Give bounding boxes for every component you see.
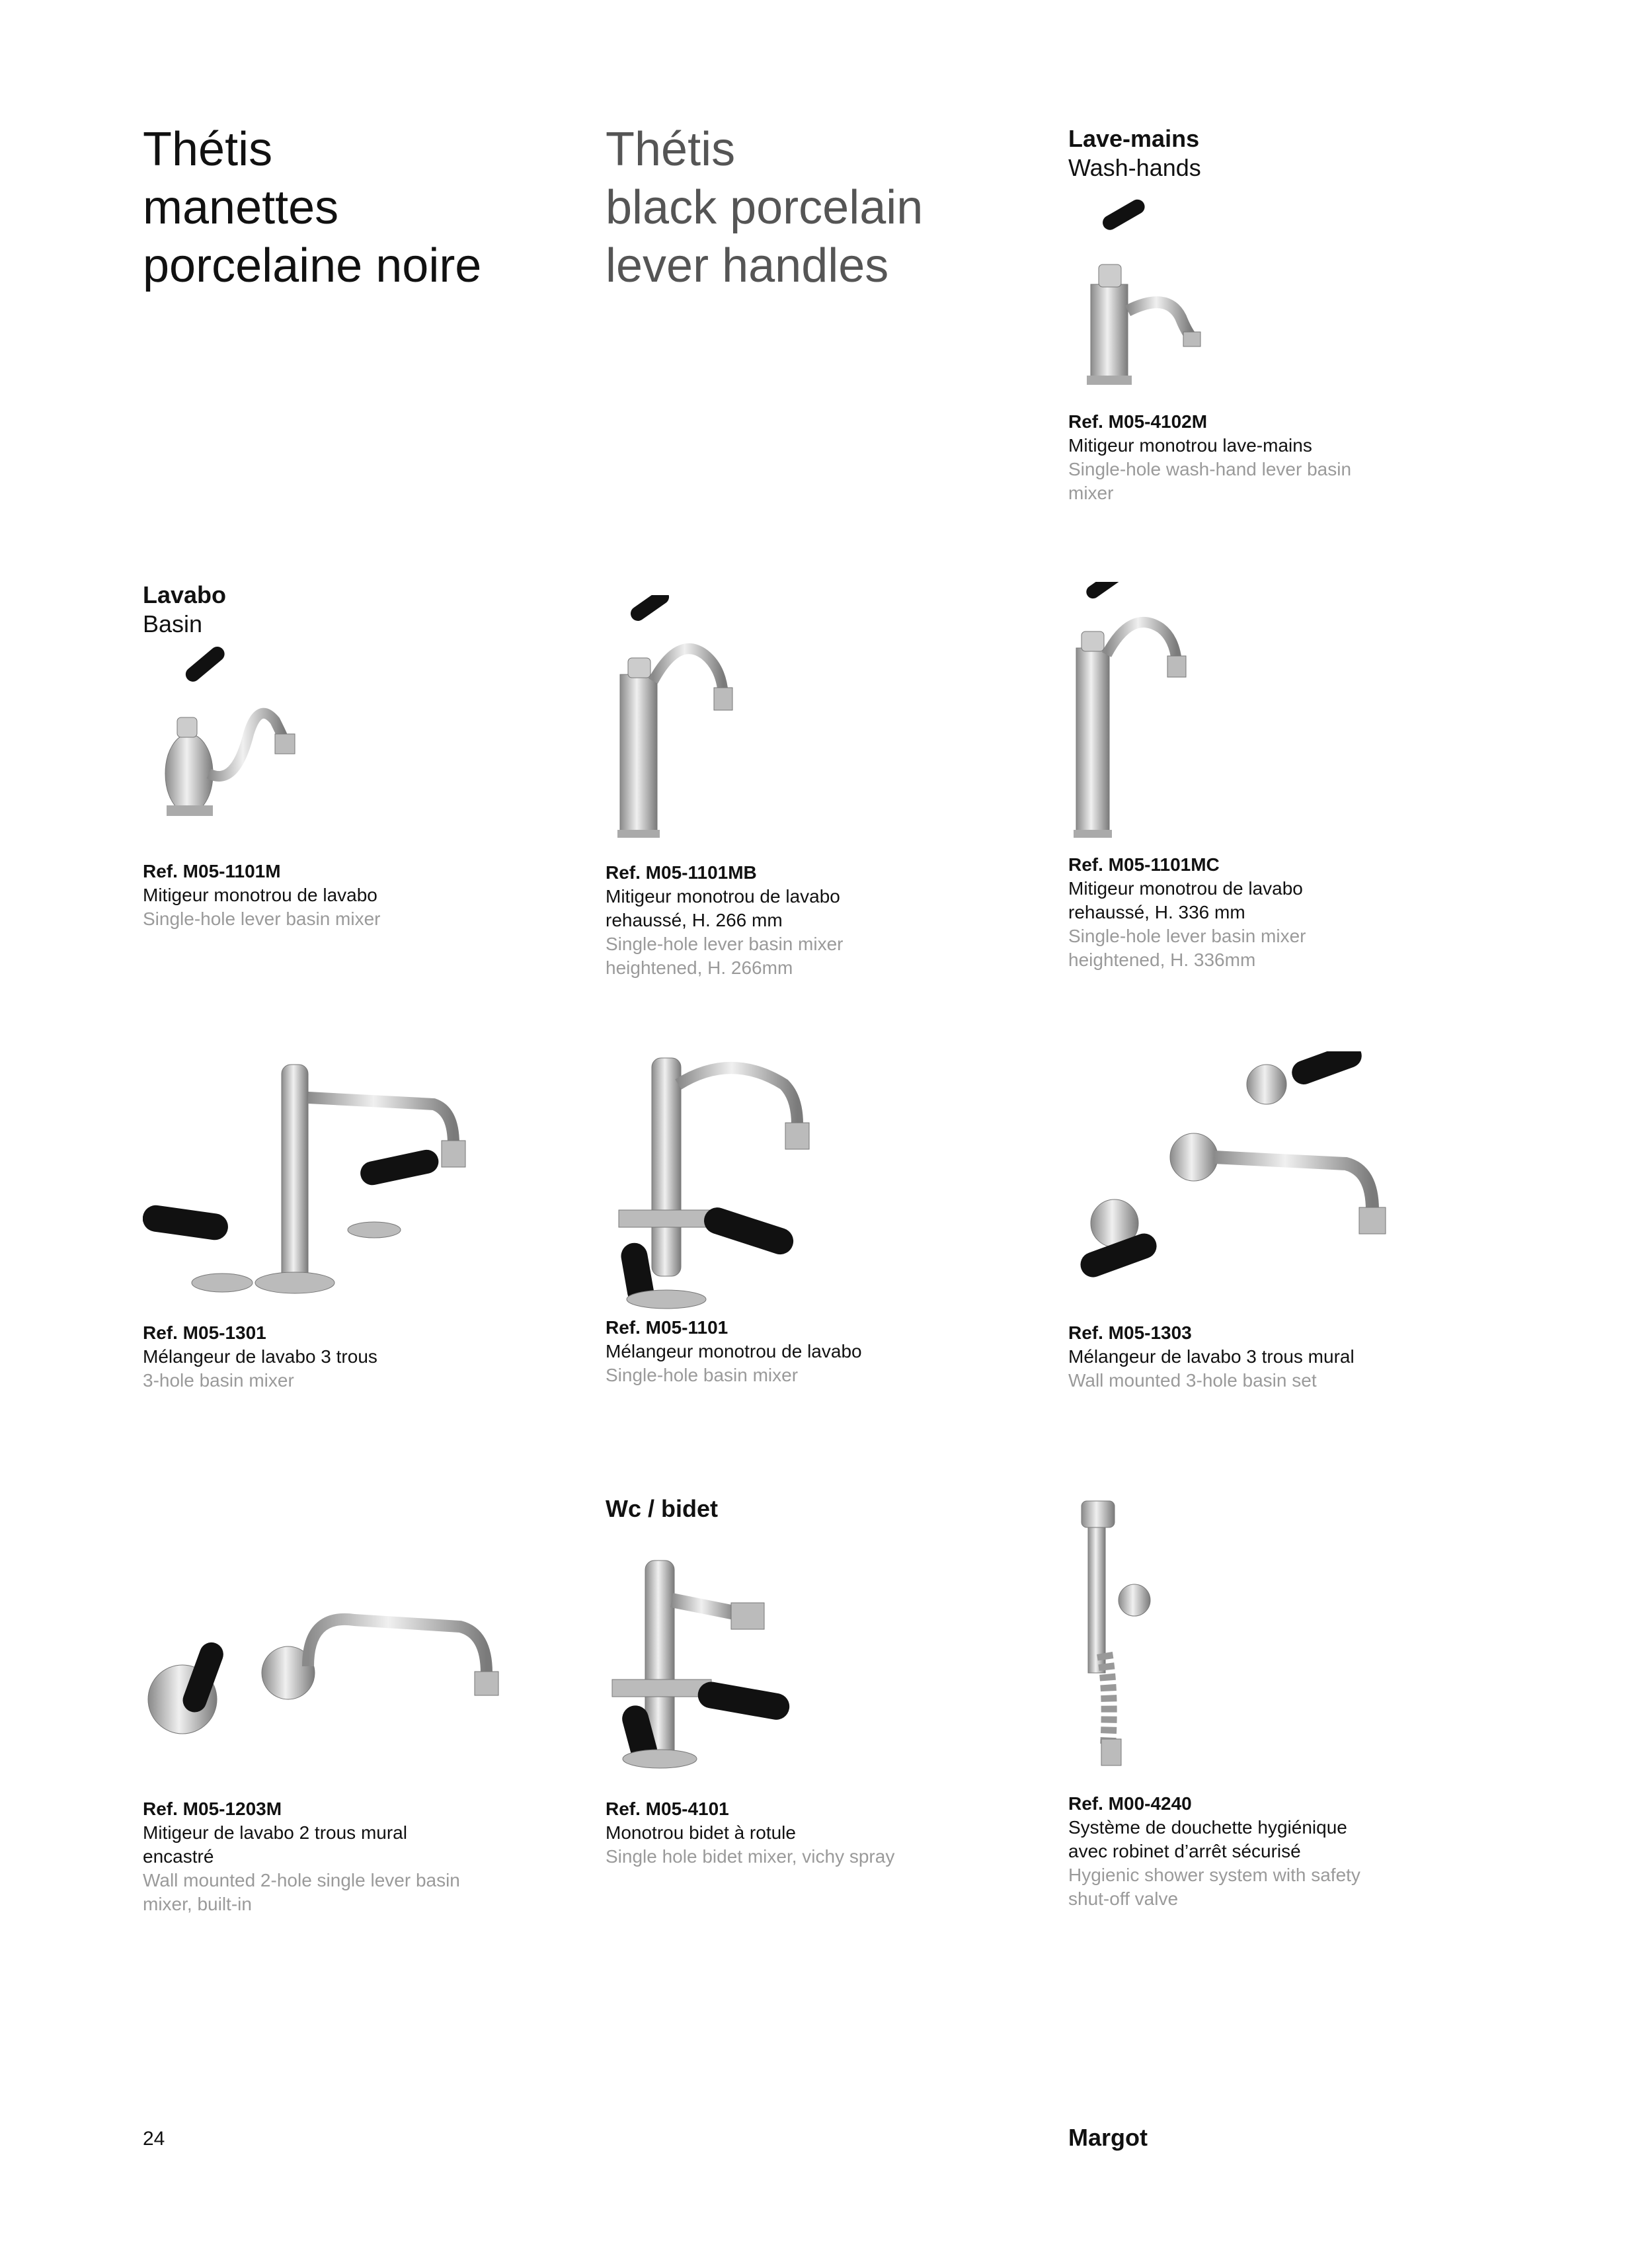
section-lavabo — [143, 581, 226, 639]
title-fr — [143, 120, 481, 295]
product-desc-en: Hygienic shower system with safety shut-off valve — [1068, 1865, 1360, 1909]
product-desc — [1068, 853, 1399, 972]
wash-hand-mixer-icon — [1068, 192, 1399, 403]
product-ref: Ref. M05-1101MB — [606, 862, 757, 883]
product-desc-en: 3-hole basin mixer — [143, 1370, 294, 1391]
product-m05-1101m — [143, 641, 473, 931]
bidet-mixer-icon — [606, 1547, 936, 1792]
product-desc — [143, 1321, 473, 1393]
product-m05-1101 — [606, 1045, 936, 1387]
single-hole-mixer-icon — [606, 1045, 936, 1316]
title-fr-line: porcelaine noire — [143, 239, 482, 292]
product-m05-4102m — [1068, 192, 1399, 505]
product-desc-en: Single-hole basin mixer — [606, 1365, 799, 1385]
product-ref: Ref. M00-4240 — [1068, 1793, 1192, 1814]
product-desc-en: Single-hole wash-hand lever basin mixer — [1068, 459, 1352, 503]
product-ref: Ref. M05-4102M — [1068, 411, 1208, 432]
page-number: 24 — [143, 2128, 165, 2150]
product-desc-en: Single hole bidet mixer, vichy spray — [606, 1846, 895, 1867]
product-desc-fr: Mitigeur monotrou lave-mains — [1068, 435, 1312, 456]
product-desc-en: Wall mounted 3-hole basin set — [1068, 1370, 1317, 1391]
title-fr-line: Thétis — [143, 123, 273, 176]
wall-three-hole-set-icon — [1068, 1051, 1412, 1316]
product-desc — [1068, 1792, 1399, 1911]
product-m05-1203m — [143, 1574, 473, 1916]
product-desc-en: Wall mounted 2-hole single lever basin mixer, built-in — [143, 1870, 460, 1914]
section-title-fr: Wc / bidet — [606, 1495, 718, 1522]
extra-tall-basin-mixer-icon — [1068, 582, 1399, 853]
product-ref: Ref. M05-1303 — [1068, 1322, 1192, 1343]
product-m05-1101mb — [606, 595, 936, 980]
title-en — [606, 120, 923, 295]
product-desc — [606, 1797, 936, 1869]
product-ref: Ref. M05-1101 — [606, 1317, 728, 1338]
product-ref: Ref. M05-1203M — [143, 1799, 282, 1819]
title-fr-line: manettes — [143, 181, 339, 234]
product-m05-4101 — [606, 1547, 936, 1869]
product-desc-fr: Mitigeur monotrou de lavabo rehaussé, H. 336 mm — [1068, 878, 1303, 922]
product-desc — [1068, 410, 1399, 505]
section-title-en: Basin — [143, 610, 203, 637]
product-desc-fr: Mitigeur de lavabo 2 trous mural encastré — [143, 1822, 407, 1867]
product-desc-fr: Monotrou bidet à rotule — [606, 1822, 796, 1843]
product-desc-fr: Mélangeur de lavabo 3 trous — [143, 1346, 377, 1367]
product-ref: Ref. M05-4101 — [606, 1799, 729, 1819]
product-desc-fr: Mélangeur de lavabo 3 trous mural — [1068, 1346, 1355, 1367]
wall-two-hole-mixer-icon — [143, 1574, 513, 1792]
section-wc-bidet — [606, 1494, 718, 1523]
title-en-line: black porcelain — [606, 181, 924, 234]
product-ref: Ref. M05-1101MC — [1068, 854, 1220, 875]
product-desc-fr: Mitigeur monotrou de lavabo — [143, 885, 377, 905]
hygienic-shower-icon — [1068, 1494, 1399, 1792]
section-title-fr: Lavabo — [143, 581, 227, 608]
product-desc — [606, 861, 936, 980]
basin-mixer-icon — [143, 641, 473, 853]
brand-name: Margot — [1068, 2124, 1148, 2151]
product-m05-1101mc — [1068, 582, 1399, 972]
section-title-en: Wash-hands — [1068, 154, 1201, 181]
product-ref: Ref. M05-1301 — [143, 1322, 266, 1343]
product-m05-1301 — [143, 1051, 473, 1393]
title-en-line: Thétis — [606, 123, 736, 176]
product-desc-fr: Mélangeur monotrou de lavabo — [606, 1341, 862, 1361]
product-desc — [143, 860, 473, 931]
product-desc-fr: Système de douchette hygiénique avec robinet d’arrêt sécurisé — [1068, 1817, 1347, 1861]
product-desc-en: Single-hole lever basin mixer heightened, H. 336mm — [1068, 926, 1306, 970]
tall-basin-mixer-icon — [606, 595, 936, 853]
product-desc — [143, 1797, 473, 1916]
product-desc-fr: Mitigeur monotrou de lavabo rehaussé, H. 266 mm — [606, 886, 840, 930]
section-lave-mains — [1068, 124, 1201, 182]
product-desc — [606, 1316, 936, 1387]
title-en-line: lever handles — [606, 239, 889, 292]
three-hole-mixer-icon — [143, 1051, 513, 1316]
product-ref: Ref. M05-1101M — [143, 861, 281, 881]
product-desc-en: Single-hole lever basin mixer heightened, H. 266mm — [606, 934, 844, 978]
product-desc — [1068, 1321, 1399, 1393]
product-m00-4240 — [1068, 1494, 1399, 1911]
product-m05-1303 — [1068, 1051, 1399, 1393]
section-title-fr: Lave-mains — [1068, 125, 1200, 152]
product-desc-en: Single-hole lever basin mixer — [143, 909, 381, 929]
